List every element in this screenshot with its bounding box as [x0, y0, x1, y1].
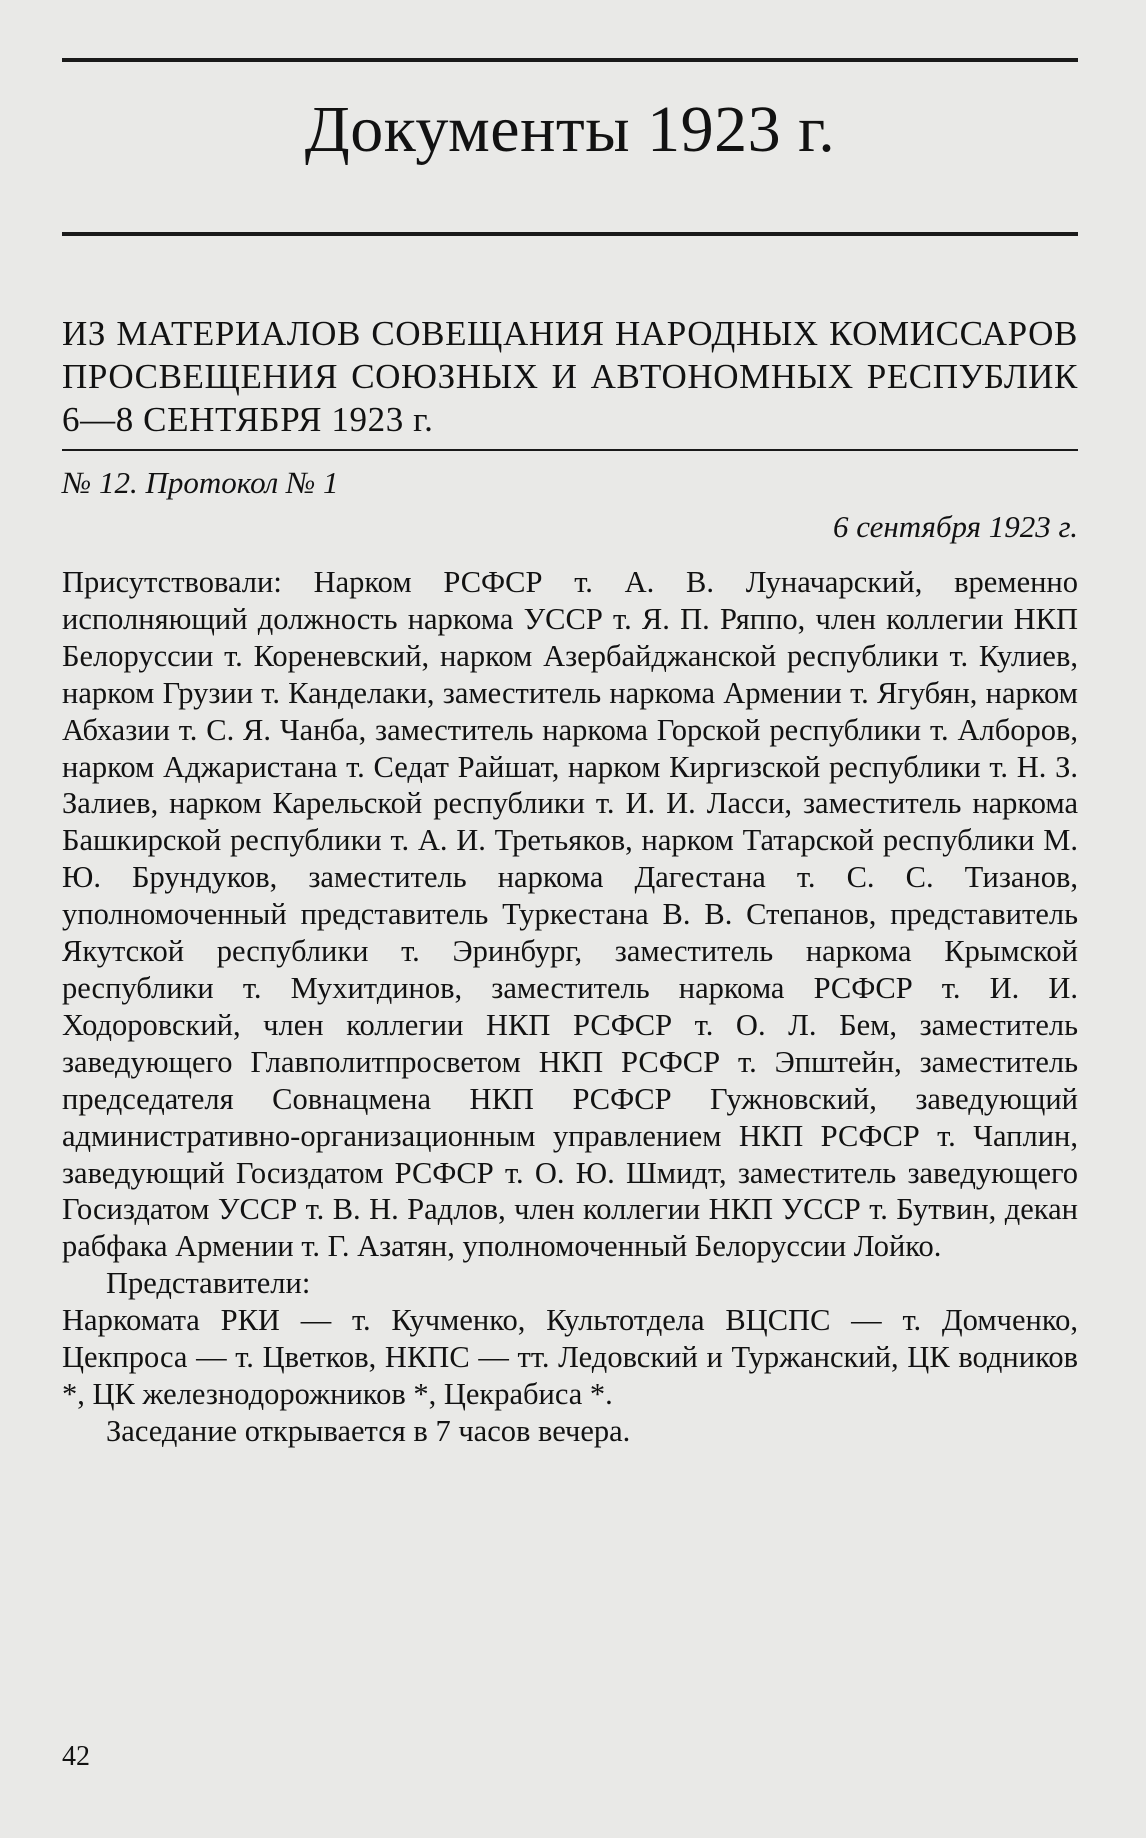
page-number: 42 [62, 1741, 90, 1772]
collection-heading: ИЗ МАТЕРИАЛОВ СОВЕЩАНИЯ НАРОДНЫХ КОМИССАРОВ ПРОСВЕЩЕНИЯ СОЮЗНЫХ И АВТОНОМНЫХ РЕСПУБЛИК 6—8 СЕНТЯБРЯ 1923 г. [62, 314, 1078, 439]
document-date: 6 сентября 1923 г. [833, 509, 1078, 544]
present-paragraph: Присутствовали: Нарком РСФСР т. А. В. Луначарский, временно исполняющий должность наркома УССР т. Я. П. Ряппо, член коллегии НКП Белоруссии т. Кореневский, нарком Азербайджанской республики т. Кулиев, нарком Грузии т. Канделаки, заместитель наркома Армении т. Ягубян, нарком Абхазии т. С. Я. Чанба, заместитель наркома Горской республики т. Алборов, нарком Аджаристана т. Седат Райшат, нарком Киргизской республики т. Н. З. Залиев, нарком Карельской республики т. И. И. Ласси, заместитель наркома Башкирской республики т. А. И. Третьяков, нарком Татарской республики М. Ю. Брундуков, заместитель наркома Дагестана т. С. С. Тизанов, уполномоченный представитель Туркестана В. В. Степанов, представитель Якутской республики т. Эринбург, заместитель наркома Крымской республики т. Мухитдинов, заместитель наркома РСФСР т. И. И. Ходоровский, член коллегии НКП РСФСР т. О. Л. Бем, заместитель заведующего Главполитпросветом НКП РСФСР т. Эпштейн, заместитель председателя Совнацмена НКП РСФСР Гужновский, заведующий административно-организационным управлением НКП РСФСР т. Чаплин, заведующий Госиздатом РСФСР т. О. Ю. Шмидт, заместитель заведующего Госиздатом УССР т. В. Н. Радлов, член коллегии НКП УССР т. Бутвин, декан рабфака Армении т. Г. Азатян, уполномоченный Белоруссии Лойко. [62, 565, 1078, 1264]
section-title: Документы 1923 г. [304, 93, 836, 166]
document-page [62, 0, 1078, 1838]
heading-rule [62, 449, 1078, 451]
top-rule [62, 58, 1078, 62]
opening-paragraph: Заседание открывается в 7 часов вечера. [106, 1413, 631, 1448]
section-title-rule [62, 232, 1078, 236]
document-number: № 12. Протокол № 1 [62, 465, 339, 500]
representatives-label: Представители: [106, 1266, 311, 1301]
representatives-paragraph: Наркомата РКИ — т. Кучменко, Культотдела ВЦСПС — т. Домченко, Цекпроса — т. Цветков, НКПС — тт. Ледовский и Туржанский, ЦК водников *, ЦК железнодорожников *, Цекрабиса *. [62, 1303, 1078, 1411]
protocol-body [62, 564, 1078, 1450]
